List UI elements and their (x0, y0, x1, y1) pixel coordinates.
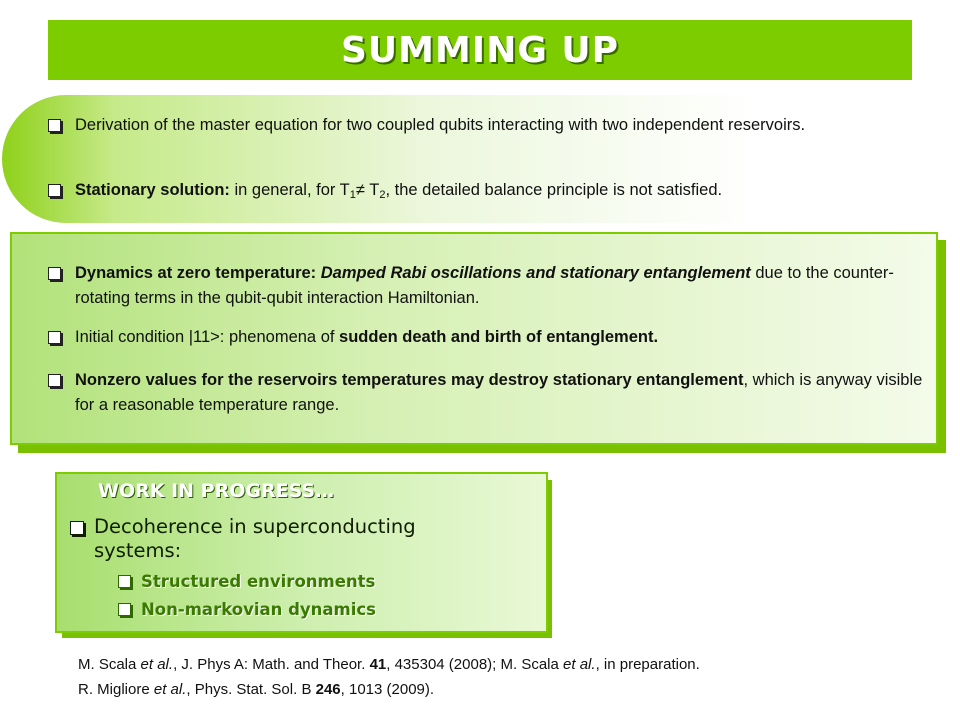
subscript: 1 (349, 189, 356, 201)
checkbox-square-icon (118, 603, 131, 616)
dynamics-bullet-text (75, 261, 928, 311)
italic-text: et al. (153, 681, 187, 698)
text-segment: due to the counter-rotating terms in the qubit-qubit interaction Hamiltonian. (75, 264, 894, 307)
text-segment: , in preparation. (595, 656, 700, 673)
text-segment: T (364, 181, 380, 199)
text-segment: , which is anyway visible for a reasonable temperature range. (75, 371, 923, 414)
page-title: SUMMING UP (340, 29, 620, 71)
text-segment: in general, for T (229, 181, 350, 199)
work-sub-bullet-non-markovian (118, 600, 376, 619)
text-segment: , Phys. Stat. Sol. B (186, 681, 316, 698)
text-segment: , 1013 (2009). (340, 681, 435, 698)
text-segment: , J. Phys A: Math. and Theor. (173, 656, 370, 673)
text-segment: M. Scala (78, 656, 141, 673)
checkbox-square-icon (70, 521, 84, 535)
intro-bullet-text (75, 178, 938, 203)
not-equal-symbol: ≠ (355, 181, 365, 199)
dynamics-bullet-text (75, 368, 928, 418)
checkbox-square-icon (48, 267, 61, 280)
reference-line (78, 652, 700, 677)
intro-bullet-master-equation (48, 113, 928, 138)
work-bullet-decoherence (70, 515, 510, 563)
dynamics-bullet-zero-temperature (48, 261, 928, 311)
work-sub-bullet-structured (118, 572, 375, 591)
checkbox-square-icon (48, 184, 61, 197)
bold-italic-text: Damped Rabi oscillations and stationary entanglement (320, 264, 751, 282)
work-bullet-text: Decoherence in superconducting systems: (94, 515, 416, 562)
italic-text: et al. (140, 656, 174, 673)
sub-bullet-text: Non-markovian dynamics (141, 600, 377, 619)
dynamics-bullet-initial-condition (48, 325, 928, 350)
work-title: WORK IN PROGRESS… (98, 480, 335, 502)
checkbox-square-icon (48, 119, 61, 132)
sub-bullet-text: Structured environments (141, 572, 376, 591)
volume-number: 246 (315, 681, 341, 698)
intro-bullet-text: Derivation of the master equation for two coupled qubits interacting with two independent reservoirs. (75, 116, 806, 134)
text-segment: Initial condition |11>: phenomena of (75, 328, 340, 346)
bold-label: Dynamics at zero temperature: (75, 264, 321, 282)
dynamics-bullet-text (75, 325, 928, 350)
intro-bullet-stationary-solution (48, 178, 938, 203)
italic-text: et al. (563, 656, 596, 673)
subscript: 2 (379, 189, 386, 201)
checkbox-square-icon (48, 374, 61, 387)
checkbox-square-icon (48, 331, 61, 344)
dynamics-bullet-nonzero-temperatures (48, 368, 928, 418)
reference-line (78, 677, 700, 702)
bold-label: sudden death and birth of entanglement. (339, 328, 659, 346)
text-segment: , the detailed balance principle is not satisfied. (385, 181, 723, 199)
checkbox-square-icon (118, 575, 131, 588)
text-segment: , 435304 (2008); M. Scala (386, 656, 564, 673)
bold-label: Nonzero values for the reservoirs temperatures may destroy stationary entanglement (75, 371, 744, 389)
references (78, 652, 700, 702)
volume-number: 41 (369, 656, 387, 673)
text-segment: R. Migliore (78, 681, 154, 698)
bold-label: Stationary solution: (75, 181, 230, 199)
title-bar (48, 20, 912, 80)
